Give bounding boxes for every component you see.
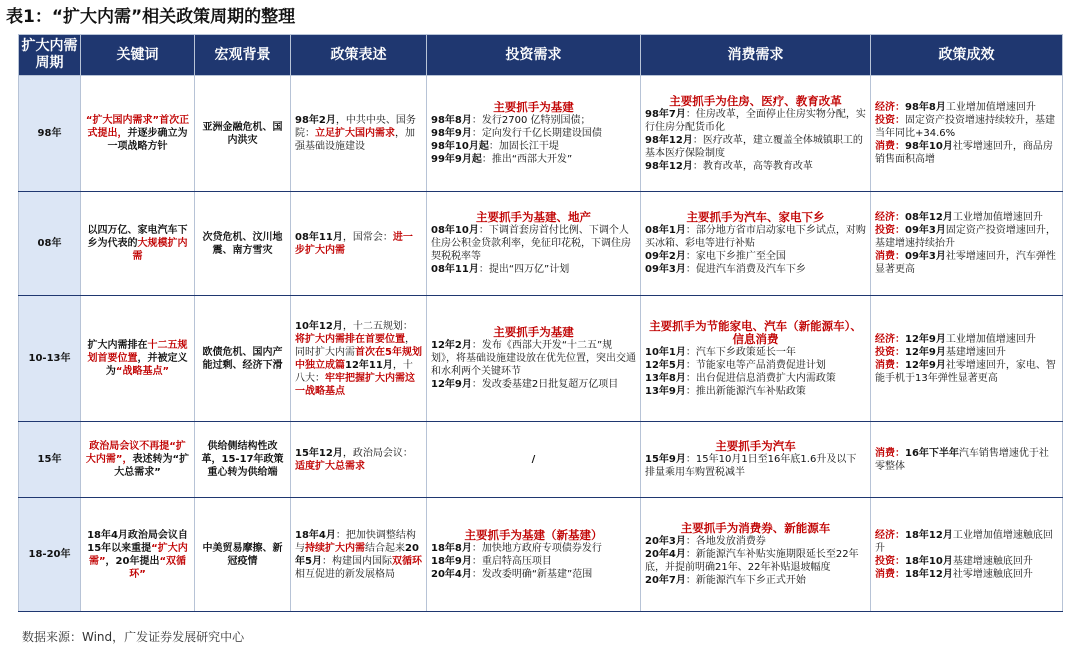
consumption-item — [645, 108, 866, 134]
effect-text: 汽车销售增速优于社零整体 — [875, 447, 1049, 472]
table-header-row — [19, 35, 1063, 76]
investment-text: ：推出“西部大开发” — [481, 154, 573, 165]
header-policy: 政策表述 — [291, 35, 427, 76]
investment-text: ：发行2700 亿特别国债； — [471, 115, 591, 126]
source-note: 数据来源：Wind，广发证券发展研究中心 — [22, 630, 245, 644]
effect-text: 消费： — [875, 141, 905, 152]
keyword-text: 扩大内需排在 — [87, 340, 148, 351]
policy-text: 98年2月 — [295, 115, 336, 126]
background-cell — [195, 192, 291, 296]
investment-text: / — [531, 454, 536, 465]
investment-heading: 主要抓手为基建、地产 — [476, 210, 591, 224]
consumption-cell — [641, 422, 871, 498]
effect-text: 工业增加值增速回升 — [952, 212, 1043, 223]
effect-item — [875, 101, 1058, 114]
consumption-text: 13年8月 — [645, 372, 686, 384]
policy-text: ，国常会： — [342, 231, 393, 243]
consumption-item — [645, 134, 866, 160]
policy-cycle-table — [18, 34, 1063, 612]
policy-text: 进一步扩大内需 — [295, 231, 413, 256]
investment-text: 08年10月 — [431, 225, 479, 236]
consumption-heading: 主要抓手为节能家电、汽车（新能源车）、信息消费 — [649, 318, 862, 346]
background-text: 中美贸易摩擦、新冠疫情 — [202, 542, 283, 567]
policy-cell — [291, 296, 427, 422]
keyword-text: 以四万亿、家电汽车下乡为代表的 — [87, 225, 188, 249]
consumption-cell — [641, 76, 871, 192]
consumption-text: 98年7月 — [645, 108, 686, 120]
background-text: 供给侧结构性改革，15-17年政策重心转为供给端 — [201, 441, 284, 478]
policy-text: 首次在5年规划中独立成篇 — [295, 346, 422, 371]
effect-text: 投资： — [875, 346, 905, 358]
effect-text: 98年10月 — [905, 141, 953, 152]
consumption-item — [645, 160, 866, 173]
policy-text: 持续扩大内需 — [305, 542, 365, 554]
consumption-text: ：15年10月1日至16年底1.6升及以下排量乘用车购置税减半 — [645, 454, 857, 478]
keyword-text: “扩大内需” — [88, 542, 188, 567]
effect-text: 工业增加值增速触底回升 — [875, 529, 1053, 554]
consumption-text: 98年12月 — [645, 134, 693, 146]
period-label: 08年 — [37, 238, 62, 249]
effect-text: 98年8月 — [905, 102, 946, 113]
background-text: 欧债危机、国内产能过剩、经济下滑 — [202, 346, 283, 371]
period-label: 15年 — [37, 454, 62, 465]
investment-item — [431, 568, 636, 581]
effect-text: 工业增加值增速回升 — [945, 102, 1036, 113]
investment-cell — [427, 76, 641, 192]
keyword-cell — [81, 498, 195, 612]
effect-text: 社零增速回升，汽车弹性显著更高 — [875, 251, 1056, 275]
consumption-heading: 主要抓手为消费券、新能源车 — [680, 521, 831, 535]
table-title: 表1：“扩大内需”相关政策周期的整理 — [6, 7, 296, 27]
period-cell — [19, 498, 81, 612]
consumption-cell — [641, 192, 871, 296]
background-cell — [195, 422, 291, 498]
header-effect: 政策成效 — [871, 35, 1063, 76]
effect-text: 消费： — [875, 251, 905, 262]
effect-text: 12年9月 — [905, 346, 946, 358]
consumption-cell — [641, 498, 871, 612]
consumption-text: 12年5月 — [645, 359, 686, 371]
keyword-text: 大规模扩内需 — [132, 238, 188, 262]
effect-cell — [871, 192, 1063, 296]
investment-item — [431, 224, 636, 263]
period-label: 18-20年 — [28, 549, 71, 560]
keyword-text: 并逐步确立为一项战略方针 — [107, 128, 188, 152]
keyword-text: 政治局会议不再提“扩大内需”， — [85, 441, 186, 465]
investment-text: 98年9月 — [431, 128, 472, 139]
period-cell — [19, 422, 81, 498]
consumption-text: 09年3月 — [645, 264, 686, 275]
keyword-cell — [81, 192, 195, 296]
policy-cell — [291, 76, 427, 192]
effect-item — [875, 250, 1058, 276]
period-cell — [19, 296, 81, 422]
consumption-text: 08年1月 — [645, 225, 686, 236]
investment-heading: 主要抓手为基建（新基建） — [464, 527, 603, 542]
consumption-text: ：家电下乡推广至全国 — [685, 251, 786, 262]
investment-cell — [427, 422, 641, 498]
policy-text: 牢牢把握扩大内需这一战略基点 — [295, 372, 415, 397]
consumption-text: 10年1月 — [645, 346, 686, 358]
policy-text: 适度扩大总需求 — [295, 460, 365, 472]
policy-cell — [291, 192, 427, 296]
keyword-text: 十二五规划首要位置 — [87, 340, 188, 364]
effect-text: 投资： — [875, 555, 905, 567]
investment-item — [431, 127, 636, 140]
consumption-item — [645, 385, 866, 398]
investment-item — [431, 378, 636, 391]
keyword-text: ，并被定义为 — [105, 353, 188, 377]
consumption-text: ：住房改革，全面停止住房实物分配，实行住房分配货币化 — [645, 108, 866, 133]
investment-text: 99年9月起 — [431, 154, 482, 165]
effect-text: 08年12月 — [905, 212, 953, 223]
investment-cell — [427, 296, 641, 422]
investment-cell — [427, 498, 641, 612]
effect-text: 经济： — [875, 102, 905, 113]
effect-item — [875, 555, 1058, 568]
consumption-text: ：新能源汽车下乡正式开始 — [685, 575, 806, 586]
policy-text: 15年12月 — [295, 447, 343, 459]
policy-text: 双循环 — [391, 555, 422, 567]
consumption-text: 20年3月 — [645, 536, 686, 547]
consumption-item — [645, 453, 866, 479]
consumption-item — [645, 346, 866, 359]
period-cell — [19, 76, 81, 192]
investment-text: 12年9月 — [431, 379, 472, 390]
investment-item — [431, 263, 636, 276]
policy-text: ，政治局会议： — [342, 447, 413, 459]
policy-text: 相互促进的新发展格局 — [295, 568, 395, 580]
effect-text: 经济： — [875, 333, 905, 345]
keyword-cell — [81, 296, 195, 422]
consumption-item — [645, 359, 866, 372]
keyword-text: 18年4月政治局会议自15年以来重提 — [87, 529, 188, 554]
effect-text: 固定资产投资增速持续较升，基建当年同比+34.6% — [875, 115, 1055, 139]
keyword-text: “双循环” — [129, 555, 187, 580]
background-cell — [195, 296, 291, 422]
investment-text: 12年2月 — [431, 340, 472, 351]
investment-text: 98年10月起 — [431, 141, 489, 152]
consumption-text: 98年12月 — [645, 160, 693, 172]
investment-text: ：定向发行千亿长期建设国债 — [471, 128, 602, 139]
policy-cell — [291, 422, 427, 498]
consumption-text: 13年9月 — [645, 385, 686, 397]
investment-heading: 主要抓手为基建 — [493, 325, 574, 339]
effect-item — [875, 529, 1058, 555]
period-cell — [19, 192, 81, 296]
effect-item — [875, 224, 1058, 250]
keyword-cell — [81, 76, 195, 192]
consumption-text: 20年4月 — [645, 549, 686, 560]
header-period: 扩大内需周期 — [19, 35, 81, 76]
effect-text: 经济： — [875, 529, 905, 541]
consumption-text: ：汽车下乡政策延长一年 — [685, 346, 796, 358]
policy-text: 立足扩大国内需求 — [315, 128, 395, 139]
effect-text: 消费： — [875, 359, 905, 371]
consumption-heading: 主要抓手为汽车 — [715, 439, 796, 453]
investment-text: ：发改委明确“新基建”范围 — [471, 568, 593, 580]
consumption-heading: 主要抓手为住房、医疗、教育改革 — [669, 93, 842, 108]
effect-text: 12年9月 — [905, 333, 946, 345]
investment-heading: 主要抓手为基建 — [493, 100, 574, 114]
investment-item — [431, 555, 636, 568]
effect-text: 消费： — [875, 447, 905, 459]
effect-text: 经济： — [875, 212, 905, 223]
effect-text: 社零增速回升，商品房销售面积高增 — [875, 141, 1053, 165]
investment-item — [431, 114, 636, 127]
background-text: 亚洲金融危机、国内洪灾 — [202, 121, 283, 146]
consumption-text: ：推出新能源汽车补贴政策 — [685, 385, 806, 397]
policy-text: ：构建国内国际 — [321, 555, 392, 567]
investment-text: ：下调首套房首付比例、下调个人住房公积金贷款利率，免征印花税，下调住房契税税率等 — [431, 225, 631, 262]
consumption-cell — [641, 296, 871, 422]
policy-text: 将扩大内需排在首要位置 — [295, 333, 405, 345]
effect-cell — [871, 498, 1063, 612]
effect-text: 工业增加值增速回升 — [945, 333, 1036, 345]
table-row — [19, 296, 1063, 422]
policy-text: 08年11月 — [295, 231, 343, 243]
effect-item — [875, 140, 1058, 166]
effect-text: 投资： — [875, 225, 905, 236]
effect-text: 12年9月 — [905, 359, 946, 371]
investment-text: 18年9月 — [431, 555, 472, 567]
effect-item — [875, 568, 1058, 581]
keyword-text: 表述转为“扩大总需求” — [114, 454, 190, 478]
effect-text: 固定资产投资增速回升，基建增速持续抬升 — [875, 225, 1056, 249]
table-row — [19, 192, 1063, 296]
period-label: 10-13年 — [28, 353, 71, 364]
investment-text: ：提出“四万亿”计划 — [478, 264, 570, 275]
effect-text: 16年下半年 — [905, 447, 959, 459]
effect-item — [875, 333, 1058, 346]
consumption-text: ：教育改革，高等教育改革 — [692, 160, 813, 172]
consumption-heading: 主要抓手为汽车、家电下乡 — [686, 210, 825, 224]
effect-text: 18年10月 — [905, 555, 953, 567]
consumption-text: 09年2月 — [645, 251, 686, 262]
consumption-item — [645, 548, 866, 574]
policy-cell — [291, 498, 427, 612]
effect-text: 投资： — [875, 115, 905, 126]
investment-text: ：发改委基建2日批复超万亿项目 — [471, 379, 619, 390]
investment-text: ：发布《西部大开发“十二五”规划》，将基础设施建设放在优先位置，突出交通和水利两个关键环节 — [431, 340, 636, 377]
table-row — [19, 422, 1063, 498]
consumption-text: ：各地发放消费券 — [685, 536, 766, 547]
consumption-text: ：出台促进信息消费扩大内需政策 — [685, 372, 836, 384]
effect-text: 消费： — [875, 568, 905, 580]
consumption-text: ：新能源汽车补贴实施期限延长至22年底，并提前明确21年、22年补贴退坡幅度 — [645, 549, 859, 573]
header-keyword: 关键词 — [81, 35, 195, 76]
investment-text: ：加固长江干堤 — [488, 141, 559, 152]
keyword-text: “扩大国内需求”首次正式提出， — [85, 115, 190, 139]
header-consumption: 消费需求 — [641, 35, 871, 76]
policy-text: ，十八大： — [295, 359, 413, 384]
consumption-text: 20年7月 — [645, 575, 686, 586]
consumption-text: 15年9月 — [645, 454, 686, 465]
investment-item — [431, 153, 636, 166]
policy-text: ，加强基础设施建设 — [295, 128, 415, 152]
investment-text: 98年8月 — [431, 115, 472, 126]
policy-text: 10年12月 — [295, 320, 343, 332]
policy-text: ：把加快调整结构与 — [295, 529, 416, 554]
consumption-text: ：促进汽车消费及汽车下乡 — [685, 264, 806, 275]
investment-cell — [427, 192, 641, 296]
effect-item — [875, 359, 1058, 385]
effect-cell — [871, 296, 1063, 422]
effect-item — [875, 211, 1058, 224]
keyword-text: ，20年提出 — [105, 555, 160, 567]
consumption-text: ：部分地方省市启动家电下乡试点，对购买冰箱、彩电等进行补贴 — [645, 225, 866, 249]
period-label: 98年 — [37, 128, 62, 139]
investment-text: 20年4月 — [431, 568, 472, 580]
consumption-text: ：医疗改革，建立覆盖全体城镇职工的基本医疗保险制度 — [645, 134, 863, 159]
effect-text: 基建增速触底回升 — [952, 555, 1033, 567]
consumption-text: ：节能家电等产品消费促进计划 — [685, 359, 826, 371]
investment-item — [431, 542, 636, 555]
header-investment: 投资需求 — [427, 35, 641, 76]
background-cell — [195, 76, 291, 192]
background-cell — [195, 498, 291, 612]
consumption-item — [645, 224, 866, 250]
policy-text: 12年11月 — [345, 359, 393, 371]
background-text: 次贷危机、汶川地震、南方雪灾 — [202, 231, 283, 256]
effect-cell — [871, 76, 1063, 192]
effect-text: 09年3月 — [905, 225, 946, 236]
policy-text: 结合起来 — [365, 542, 405, 554]
consumption-item — [645, 574, 866, 587]
header-background: 宏观背景 — [195, 35, 291, 76]
consumption-item — [645, 263, 866, 276]
effect-text: 基建增速回升 — [945, 346, 1006, 358]
effect-item — [875, 346, 1058, 359]
effect-cell — [871, 422, 1063, 498]
consumption-item — [645, 372, 866, 385]
investment-item — [431, 140, 636, 153]
policy-text: 20年5月 — [295, 542, 419, 567]
keyword-text: “战略基点” — [115, 366, 170, 377]
effect-text: 社零增速触底回升 — [952, 568, 1033, 580]
effect-text: 18年12月 — [905, 529, 953, 541]
policy-text: ，十二五规划： — [342, 320, 413, 332]
investment-text: ：加快地方政府专项债券发行 — [471, 542, 602, 554]
table-row — [19, 76, 1063, 192]
table-body — [19, 76, 1063, 612]
consumption-item — [645, 250, 866, 263]
policy-text: ，中共中央、国务院： — [295, 115, 416, 139]
effect-item — [875, 114, 1058, 140]
policy-text: ，同时扩大内需 — [295, 333, 415, 358]
policy-text: 18年4月 — [295, 529, 336, 541]
table-row — [19, 498, 1063, 612]
effect-text: 09年3月 — [905, 251, 946, 262]
investment-text: ：重启特高压项目 — [471, 555, 552, 567]
keyword-cell — [81, 422, 195, 498]
investment-text: 18年8月 — [431, 542, 472, 554]
effect-text: 18年12月 — [905, 568, 953, 580]
investment-text: 08年11月 — [431, 264, 479, 275]
investment-item — [431, 453, 636, 466]
effect-item — [875, 447, 1058, 473]
consumption-item — [645, 535, 866, 548]
effect-text: 社零增速回升，家电、智能手机于13年弹性显著更高 — [875, 359, 1056, 384]
investment-item — [431, 339, 636, 378]
